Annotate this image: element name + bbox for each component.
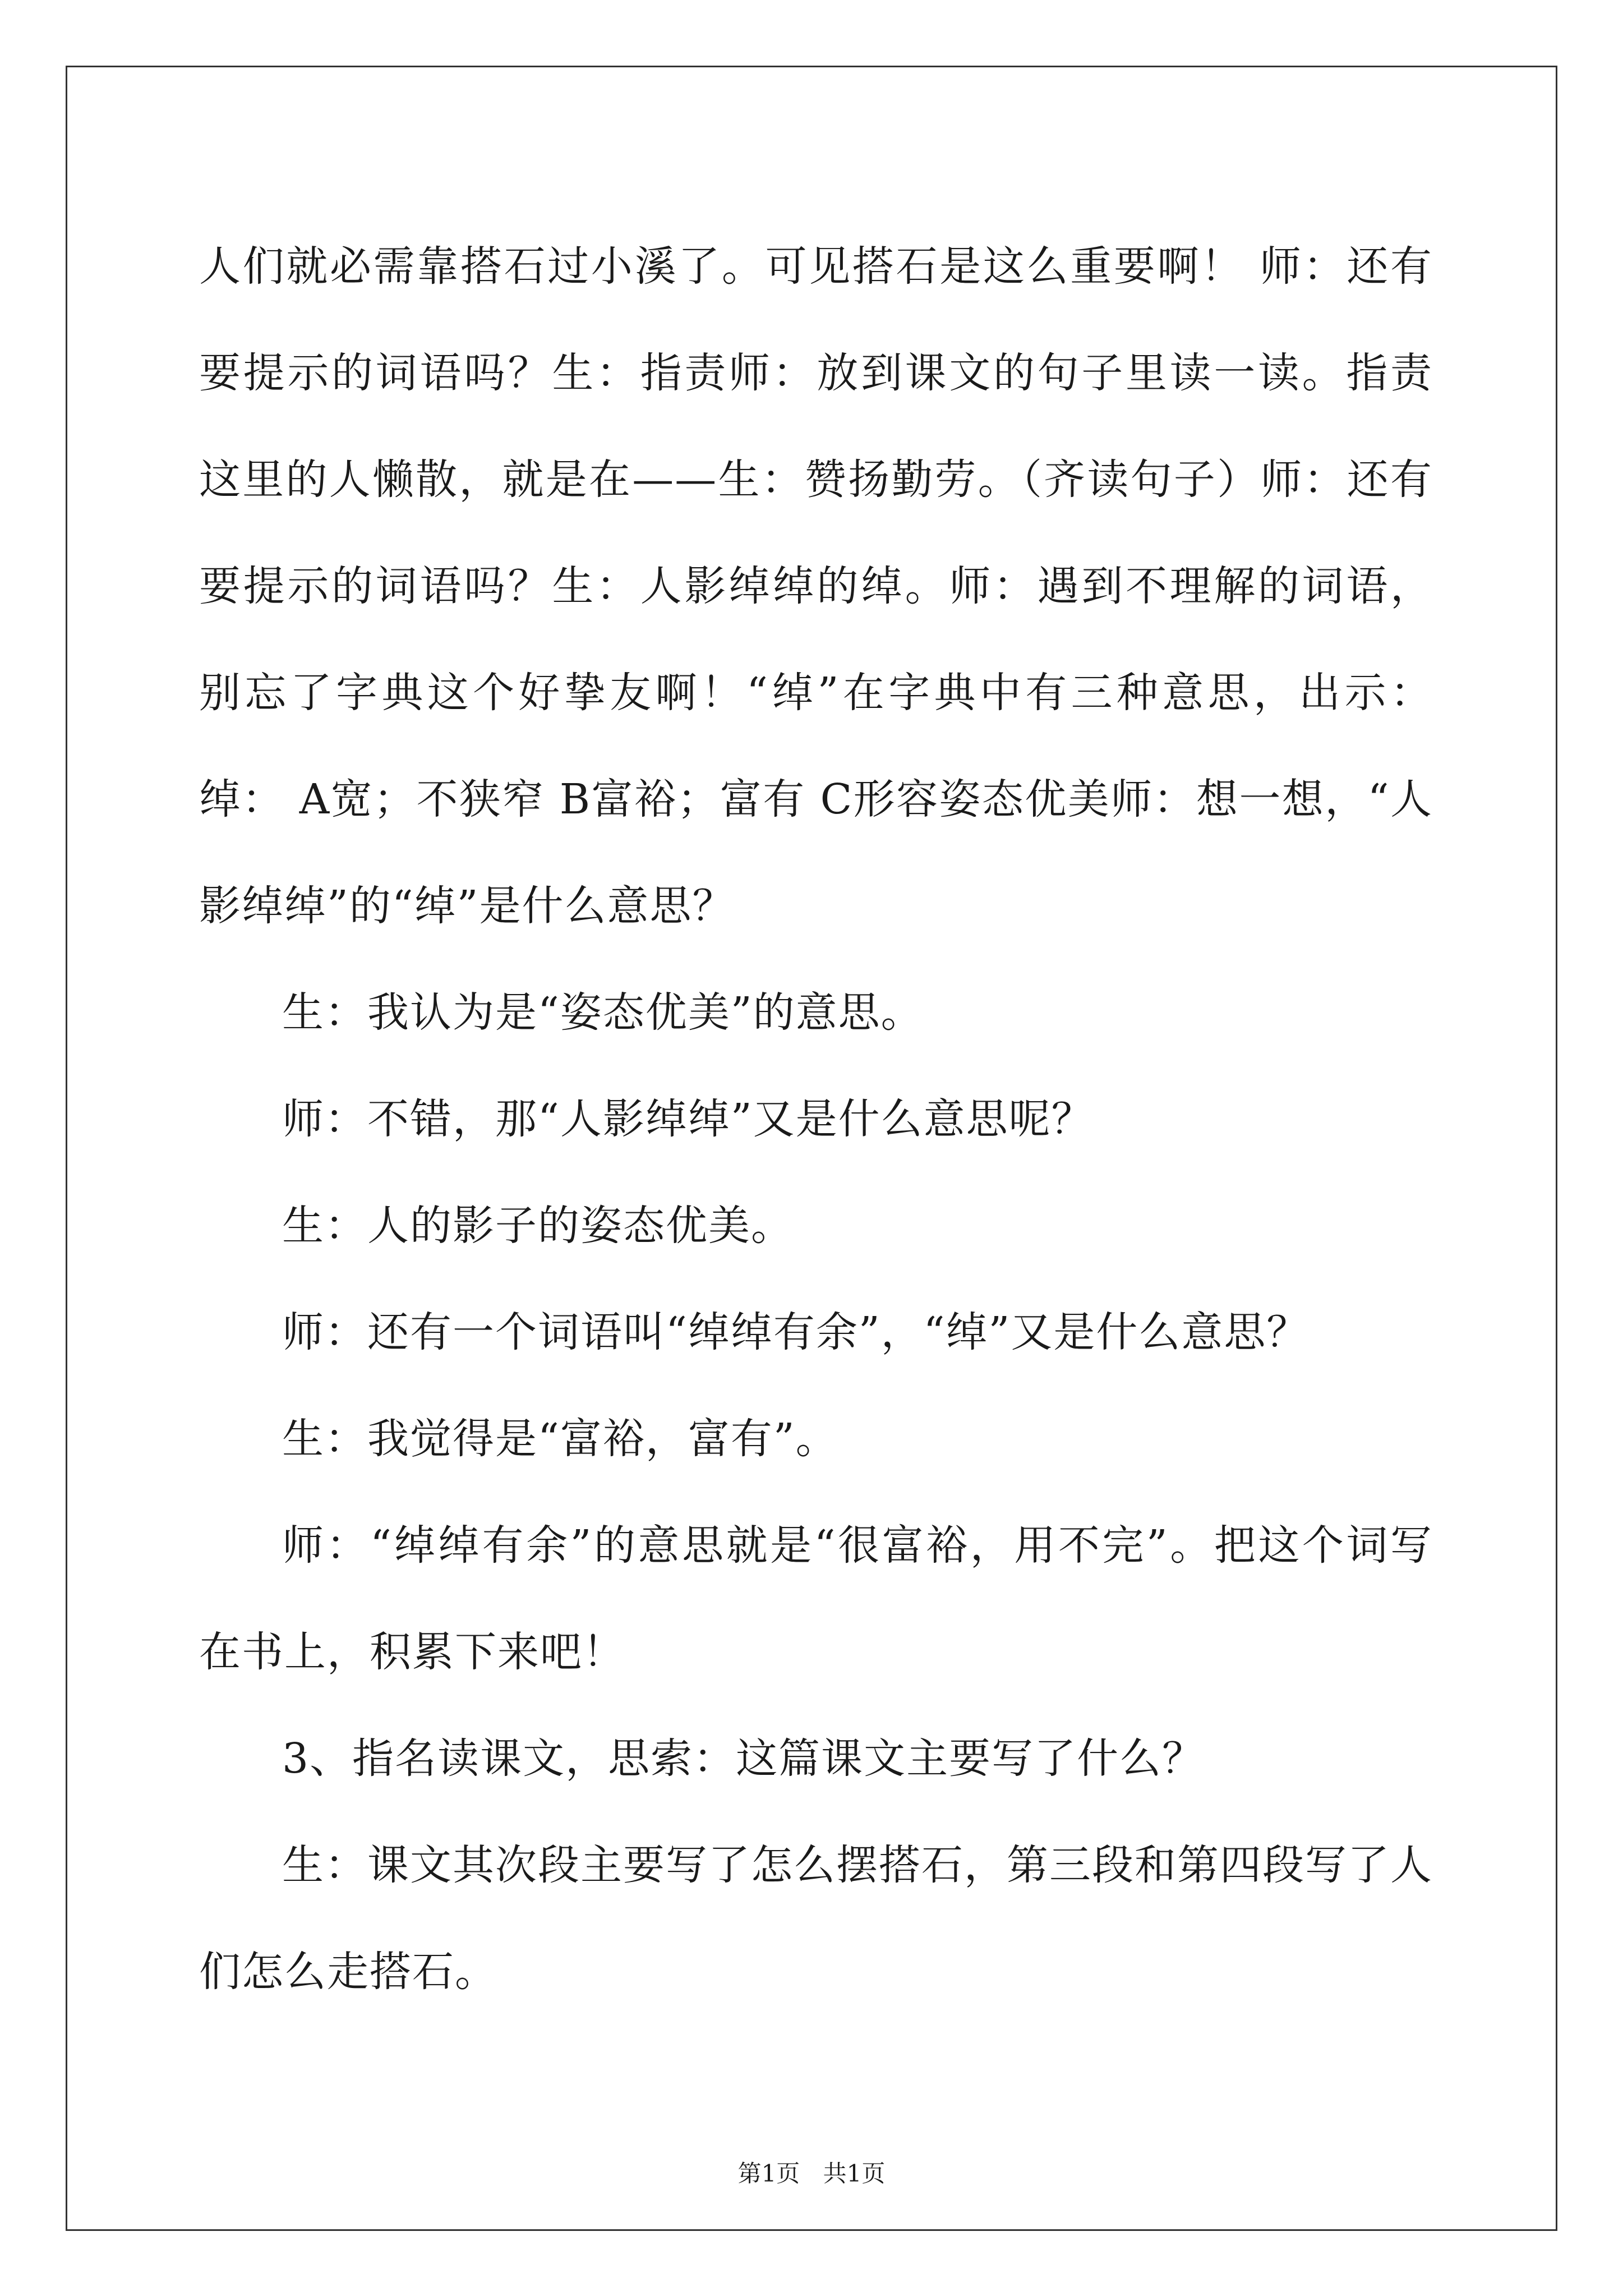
page-footer (0, 2157, 1623, 2191)
paragraph-8: 3、指名读课文，思索：这篇课文主要写了什么？ (282, 1734, 1205, 1783)
paragraph-1: 人们就必需靠搭石过小溪了。可见搭石是这么重要啊！ 师：还有要提示的词语吗？生：指责师：放到课文的句子里读一读。指责这里的人懒散，就是在——生：赞扬勤劳。（齐读句子）师：还有要提示的词语吗？生：人影绰绰的绰。师：遇到不理解的词语，别忘了字典这个好挚友啊！“绰”在字典中有三种意思，出示：绰： A宽；不狭窄 B富裕；富有 C形容姿态优美师：想一想，“人影绰绰”的“绰”是什么意思？ (199, 242, 1433, 930)
page-number: 第1页 (737, 2160, 800, 2187)
page-total: 共1页 (823, 2160, 886, 2187)
paragraph-4: 生：人的影子的姿态优美。 (282, 1202, 794, 1250)
paragraph-5: 师：还有一个词语叫“绰绰有余”，“绰”又是什么意思？ (282, 1308, 1310, 1356)
paragraph-3: 师：不错，那“人影绰绰”又是什么意思呢？ (282, 1095, 1094, 1143)
paragraph-7: 师：“绰绰有余”的意思就是“很富裕，用不完”。把这个词写在书上，积累下来吧！ (199, 1521, 1433, 1676)
document-body (199, 213, 1433, 2025)
paragraph-6: 生：我觉得是“富裕，富有”。 (282, 1415, 838, 1463)
paragraph-2: 生：我认为是“姿态优美”的意思。 (282, 988, 924, 1037)
paragraph-9: 生：课文其次段主要写了怎么摆搭石，第三段和第四段写了人们怎么走搭石。 (199, 1841, 1433, 1996)
